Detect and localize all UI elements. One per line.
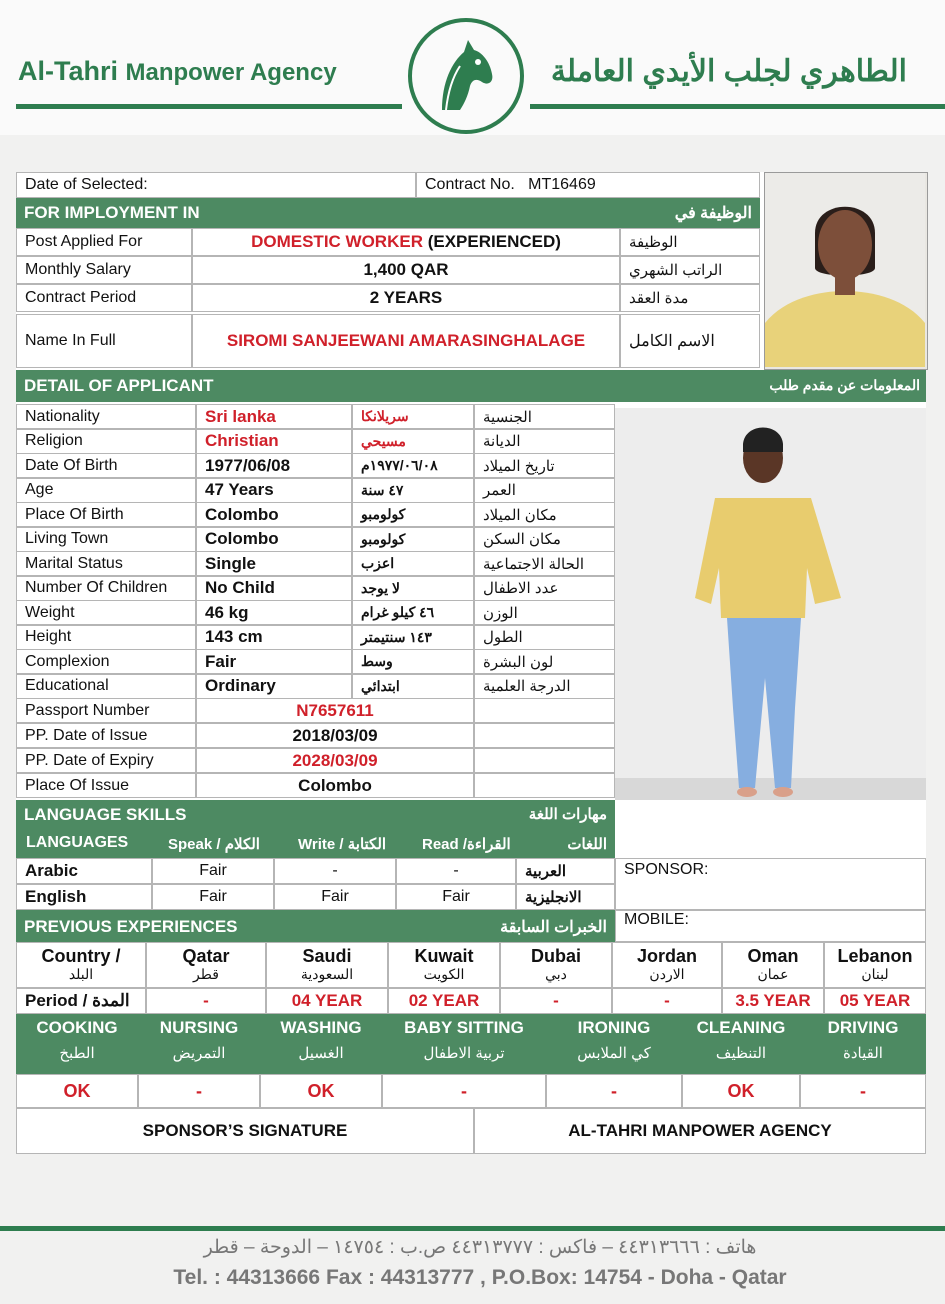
applicant-detail-value-ar: كولومبو (352, 502, 474, 527)
applicant-detail-label-ar: الدرجة العلمية (474, 674, 615, 699)
applicant-detail-label-ar: العمر (474, 478, 615, 503)
employment-value-text: (EXPERIENCED) (422, 232, 561, 251)
brand-name-part1: Al-Tahri (18, 56, 118, 86)
skill-value: - (546, 1074, 682, 1108)
passport-label: Place Of Issue (16, 773, 196, 798)
language-column-headers: LANGUAGES Speak / الكلام Write / الكتابة Read /القراءة اللغات (16, 828, 615, 858)
applicant-detail-value-ar: ٤٧ سنة (352, 478, 474, 503)
applicant-detail-value: Fair (196, 649, 352, 674)
skill-value: - (138, 1074, 260, 1108)
applicant-detail-value: Christian (196, 429, 352, 454)
experience-period: Period / المدة (16, 988, 146, 1014)
experience-country-ar: عمان (757, 966, 789, 982)
language-name-ar: الانجليزية (516, 884, 615, 910)
passport-empty-cell (474, 698, 615, 723)
experience-country (824, 942, 926, 988)
skill-name-en: BABY SITTING (404, 1018, 524, 1037)
header-rule-left (16, 104, 402, 109)
experience-country-ar: الاردن (649, 966, 685, 982)
experience-country (388, 942, 500, 988)
skill-name-en: WASHING (280, 1018, 362, 1037)
footer-rule (0, 1226, 945, 1231)
skill-header (800, 1014, 926, 1074)
skill-name-ar: التمريض (172, 1045, 226, 1062)
applicant-detail-label-ar: عدد الاطفال (474, 576, 615, 601)
experience-country-en: Kuwait (414, 946, 474, 966)
applicant-detail-label-ar: الوزن (474, 600, 615, 625)
language-name: English (16, 884, 152, 910)
applicant-detail-label: Height (16, 625, 196, 650)
applicant-detail-value-ar: مسيحي (352, 429, 474, 454)
experience-section-header: PREVIOUS EXPERIENCES الخبرات السابقة (16, 910, 615, 942)
employment-value-highlight: DOMESTIC WORKER (251, 232, 423, 251)
experience-country-en: Saudi (302, 946, 352, 966)
experience-period: 05 YEAR (824, 988, 926, 1014)
experience-country (612, 942, 722, 988)
applicant-detail-value: Single (196, 551, 352, 576)
experience-country-ar: دبي (545, 966, 567, 982)
language-read: Fair (396, 884, 516, 910)
skill-value: - (382, 1074, 546, 1108)
applicant-detail-value: 143 cm (196, 625, 352, 650)
header-rule-right (530, 104, 945, 109)
experience-country (500, 942, 612, 988)
passport-empty-cell (474, 773, 615, 798)
skill-name-en: IRONING (577, 1018, 651, 1037)
applicant-detail-label: Number Of Children (16, 576, 196, 601)
horse-logo-icon (408, 18, 524, 134)
skill-header (16, 1014, 138, 1074)
experience-country (722, 942, 824, 988)
applicant-detail-value: 47 Years (196, 478, 352, 503)
employment-value (192, 228, 620, 256)
employment-label: Contract Period (16, 284, 192, 312)
applicant-detail-value-ar: لا يوجد (352, 576, 474, 601)
skill-name-ar: كي الملابس (577, 1045, 651, 1062)
language-speak: Fair (152, 884, 274, 910)
experience-period: 02 YEAR (388, 988, 500, 1014)
skill-name-ar: القيادة (843, 1045, 883, 1062)
applicant-detail-label-ar: تاريخ الميلاد (474, 453, 615, 478)
passport-value: 2018/03/09 (196, 723, 474, 748)
skill-name-en: CLEANING (696, 1018, 786, 1037)
employment-label-ar: الوظيفة (620, 228, 760, 256)
skill-value: OK (682, 1074, 800, 1108)
contract-number: MT16469 (528, 176, 596, 193)
applicant-detail-label-ar: مكان الميلاد (474, 502, 615, 527)
applicant-detail-label-ar: الديانة (474, 429, 615, 454)
skill-value: OK (260, 1074, 382, 1108)
passport-label: Passport Number (16, 698, 196, 723)
applicant-detail-value: Sri lanka (196, 404, 352, 429)
applicant-section-header: DETAIL OF APPLICANT المعلومات عن مقدم طلب (16, 370, 926, 402)
applicant-detail-label: Age (16, 478, 196, 503)
skill-header (682, 1014, 800, 1074)
applicant-detail-label-ar: الجنسية (474, 404, 615, 429)
application-form (16, 172, 926, 1154)
applicant-detail-value: No Child (196, 576, 352, 601)
employment-value-text: 2 YEARS (369, 288, 443, 307)
footer-contact-ar: هاتف : ٤٤٣١٣٦٦٦ – فاكس : ٤٤٣١٣٧٧٧ ص.ب : ١٤٧٥٤ – الدوحة – قطر (203, 1237, 757, 1258)
language-section-header: LANGUAGE SKILLS مهارات اللغة (16, 800, 615, 828)
employment-label-ar: مدة العقد (620, 284, 760, 312)
applicant-detail-value-ar: ١٩٧٧/٠٦/٠٨م (352, 453, 474, 478)
employment-value (192, 284, 620, 312)
applicant-detail-value-ar: وسط (352, 649, 474, 674)
language-name: Arabic (16, 858, 152, 884)
experience-country-en: Oman (747, 946, 799, 966)
name-label: Name In Full (16, 314, 192, 368)
applicant-detail-value-ar: كولومبو (352, 527, 474, 552)
experience-period: - (500, 988, 612, 1014)
experience-country-ar: قطر (193, 966, 219, 982)
experience-country (266, 942, 388, 988)
experience-country-ar: البلد (68, 966, 94, 982)
passport-value: Colombo (196, 773, 474, 798)
applicant-detail-value-ar: ٤٦ كيلو غرام (352, 600, 474, 625)
skill-name-en: NURSING (159, 1018, 239, 1037)
passport-value: 2028/03/09 (196, 748, 474, 773)
applicant-detail-label-ar: الحالة الاجتماعية (474, 551, 615, 576)
applicant-detail-label: Nationality (16, 404, 196, 429)
date-of-selected-field: Date of Selected: (16, 172, 416, 198)
applicant-detail-value: Ordinary (196, 674, 352, 699)
sponsor-field: SPONSOR: (615, 858, 926, 910)
skill-name-ar: التنظيف (715, 1045, 767, 1062)
passport-label: PP. Date of Expiry (16, 748, 196, 773)
applicant-detail-value: 1977/06/08 (196, 453, 352, 478)
applicant-portrait-photo (764, 172, 928, 370)
experience-country-en: Jordan (636, 946, 697, 966)
skill-name-ar: الطبخ (59, 1045, 95, 1062)
letterhead (0, 0, 945, 135)
skill-name-ar: الغسيل (298, 1045, 344, 1062)
experience-country-en: Country / (41, 946, 121, 966)
employment-value (192, 256, 620, 284)
applicant-detail-value-ar: سريلانكا (352, 404, 474, 429)
applicant-detail-label: Educational (16, 674, 196, 699)
experience-country-en: Qatar (182, 946, 230, 966)
experience-country-ar: لبنان (861, 966, 889, 982)
applicant-detail-label-ar: الطول (474, 625, 615, 650)
applicant-detail-label: Place Of Birth (16, 502, 196, 527)
skill-name-en: COOKING (36, 1018, 118, 1037)
skill-value: OK (16, 1074, 138, 1108)
applicant-detail-value: Colombo (196, 527, 352, 552)
applicant-detail-label: Religion (16, 429, 196, 454)
applicant-detail-value: Colombo (196, 502, 352, 527)
employment-section-header: FOR IMPLOYMENT IN الوظيفة في (16, 198, 760, 228)
full-name-value: SIROMI SANJEEWANI AMARASINGHALAGE (192, 314, 620, 368)
agency-signature-field: AL-TAHRI MANPOWER AGENCY (474, 1108, 926, 1154)
passport-label: PP. Date of Issue (16, 723, 196, 748)
experience-country-ar: الكويت (423, 966, 465, 982)
applicant-detail-label: Date Of Birth (16, 453, 196, 478)
employment-value-text: 1,400 QAR (363, 260, 449, 279)
skill-name-en: DRIVING (827, 1018, 899, 1037)
contract-number-field: Contract No. MT16469 (416, 172, 760, 198)
language-write: - (274, 858, 396, 884)
experience-period: - (612, 988, 722, 1014)
applicant-detail-value-ar: ابتدائي (352, 674, 474, 699)
mobile-field: MOBILE: (615, 910, 926, 942)
experience-period: 04 YEAR (266, 988, 388, 1014)
name-label-ar: الاسم الكامل (620, 314, 760, 368)
skill-header (546, 1014, 682, 1074)
applicant-detail-label-ar: لون البشرة (474, 649, 615, 674)
experience-country (16, 942, 146, 988)
applicant-detail-label: Marital Status (16, 551, 196, 576)
experience-country-ar: السعودية (300, 966, 354, 982)
skill-header (260, 1014, 382, 1074)
employment-label: Post Applied For (16, 228, 192, 256)
experience-country-en: Lebanon (837, 946, 913, 966)
experience-country-en: Dubai (530, 946, 581, 966)
language-read: - (396, 858, 516, 884)
brand-name-ar: الطاهري لجلب الأيدي العاملة (550, 55, 907, 88)
skill-name-ar: تربية الاطفال (423, 1045, 505, 1062)
passport-value: N7657611 (196, 698, 474, 723)
employment-label-ar: الراتب الشهري (620, 256, 760, 284)
language-name-ar: العربية (516, 858, 615, 884)
brand-name-part2: Manpower Agency (125, 59, 337, 86)
applicant-detail-value-ar: ١٤٣ سنتيمتر (352, 625, 474, 650)
passport-empty-cell (474, 723, 615, 748)
experience-period: - (146, 988, 266, 1014)
applicant-detail-label: Complexion (16, 649, 196, 674)
applicant-detail-label-ar: مكان السكن (474, 527, 615, 552)
applicant-detail-label: Living Town (16, 527, 196, 552)
employment-label: Monthly Salary (16, 256, 192, 284)
experience-period: 3.5 YEAR (722, 988, 824, 1014)
applicant-detail-value-ar: اعزب (352, 551, 474, 576)
footer-contact-en: Tel. : 44313666 Fax : 44313777 , P.O.Box: 14754 - Doha - Qatar (173, 1266, 787, 1289)
language-speak: Fair (152, 858, 274, 884)
passport-empty-cell (474, 748, 615, 773)
applicant-detail-value: 46 kg (196, 600, 352, 625)
skill-header (382, 1014, 546, 1074)
language-write: Fair (274, 884, 396, 910)
applicant-detail-label: Weight (16, 600, 196, 625)
sponsor-signature-field: SPONSOR’S SIGNATURE (16, 1108, 474, 1154)
skill-header (138, 1014, 260, 1074)
applicant-full-body-photo (615, 408, 926, 800)
experience-country (146, 942, 266, 988)
brand-name-en (18, 56, 337, 87)
skill-value: - (800, 1074, 926, 1108)
